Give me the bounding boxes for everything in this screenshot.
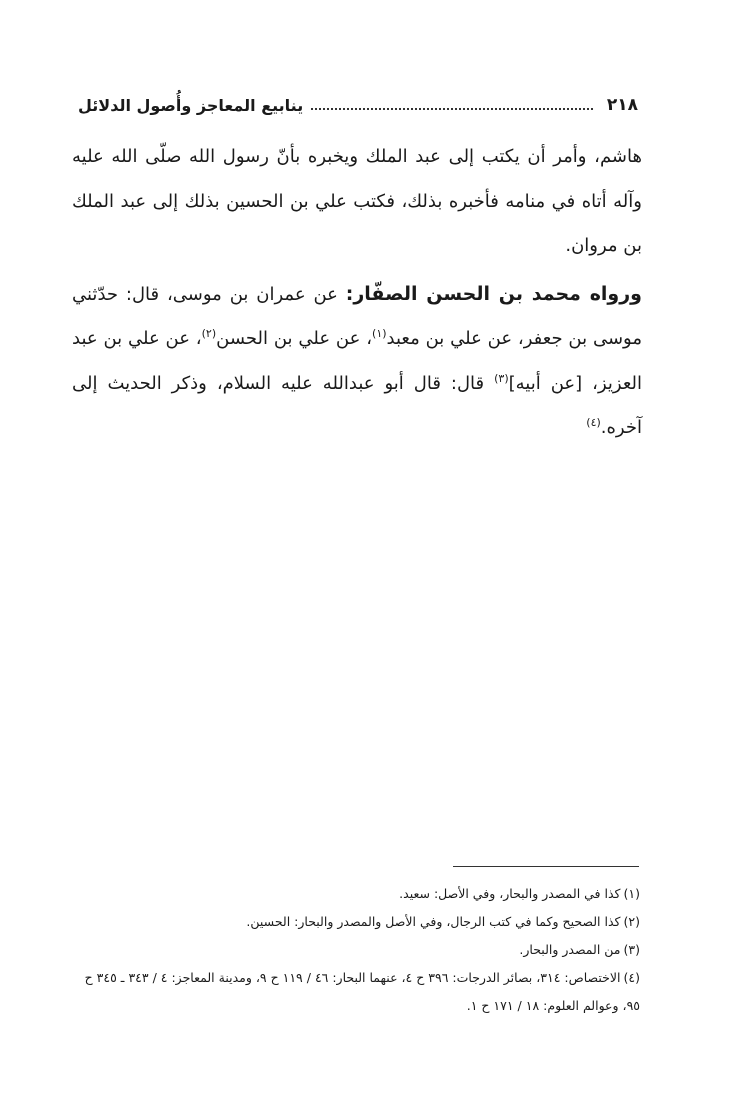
- page-header: [78, 90, 638, 120]
- footnote-ref-2[interactable]: (٢): [201, 327, 217, 340]
- footnote-number: (٤): [623, 970, 640, 985]
- page-number: ٢١٨: [606, 95, 638, 115]
- dotted-leader: [311, 100, 593, 110]
- footnote-text: الاختصاص: ٣١٤، بصائر الدرجات: ٣٩٦ ح ٤، عنهما البحار: ٤٦ / ١١٩ ح ٩، ومدينة المعاجز: ٤ / ٣٤٣ ـ ٣٤٥ ح ٩٥، وعوالم العلوم: ١٨ / ١٧١ ح ١.: [84, 970, 640, 1013]
- footnotes: [78, 880, 640, 1020]
- footnote-text: من المصدر والبحار.: [519, 942, 621, 957]
- body-text: [72, 135, 642, 451]
- paragraph-2: [72, 272, 642, 451]
- footnote-number: (٣): [623, 942, 640, 957]
- paragraph-lead: ورواه محمد بن الحسن الصفّار:: [345, 282, 642, 305]
- paragraph-1: هاشم، وأمر أن يكتب إلى عبد الملك ويخبره بأنّ رسول الله صلّى الله عليه وآله أتاه في منامه فأخبره بذلك، فكتب علي بن الحسين بذلك إلى عبد الملك بن مروان.: [72, 146, 642, 256]
- footnote-number: (١): [623, 886, 640, 901]
- footnote-text: كذا في المصدر والبحار، وفي الأصل: سعيد.: [399, 886, 621, 901]
- footnote-text: كذا الصحيح وكما في كتب الرجال، وفي الأصل والمصدر والبحار: الحسين.: [246, 914, 621, 929]
- footnote-ref-3[interactable]: (٣): [494, 371, 509, 385]
- footnote-ref-4[interactable]: (٤): [586, 416, 601, 429]
- text-segment: ، عن علي بن عبد العزيز، [عن أبيه]: [72, 328, 642, 394]
- running-title: ينابيع المعاجز وأُصول الدلائل: [78, 95, 304, 115]
- footnote-ref-1[interactable]: (١): [372, 327, 387, 340]
- footnote-separator: [453, 866, 639, 867]
- text-segment: عن عمران بن موسى، قال: حدّثني موسى بن جعفر، عن علي بن معبد: [72, 283, 642, 349]
- footnote-1: [78, 880, 640, 908]
- footnote-3: [78, 936, 640, 964]
- footnote-number: (٢): [623, 914, 640, 929]
- text-segment: قال: قال أبو عبدالله عليه السلام، وذكر الحديث إلى آخره.: [72, 372, 642, 438]
- text-segment: ، عن علي بن الحسن: [216, 328, 373, 349]
- footnote-2: [78, 908, 640, 936]
- footnote-4: [78, 964, 640, 1020]
